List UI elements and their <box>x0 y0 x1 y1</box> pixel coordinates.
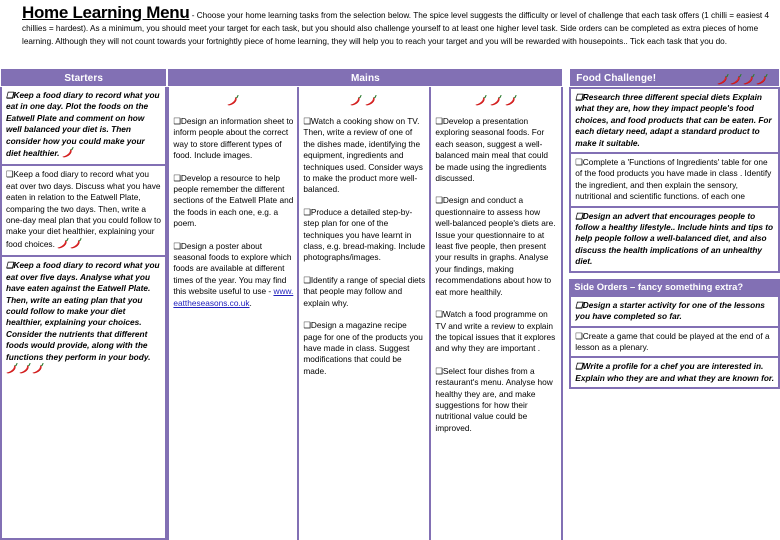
header-starters: Starters <box>0 68 167 87</box>
task-text: Design an information sheet to inform people about the correct way to store different types of food. Include images. <box>173 116 294 161</box>
checkbox-icon[interactable]: ❑ <box>303 206 311 217</box>
chilli-icon <box>350 95 363 106</box>
task-text: Write a profile for a chef you are interested in. Explain who they are and what they are known for. <box>575 361 775 383</box>
chilli-rating-mains-2 <box>299 87 429 113</box>
task-mains-1-3[interactable] <box>169 233 297 312</box>
intro-block <box>0 0 780 51</box>
checkbox-icon[interactable]: ❑ <box>303 274 311 285</box>
checkbox-icon[interactable]: ❑ <box>435 365 443 376</box>
task-text: Watch a cooking show on TV. Then, write a review of one of the dishes made, identifying the equipment, ingredients and techniques used. Consider ways to make the product more well-balanced. <box>303 116 423 195</box>
chilli-rating-2 <box>57 238 83 252</box>
chilli-rating-mains-1 <box>169 87 297 113</box>
checkbox-icon[interactable]: ❑ <box>173 172 181 183</box>
task-mains-2-4[interactable] <box>299 312 429 380</box>
menu-grid <box>0 68 780 540</box>
task-text-after: . <box>249 297 252 308</box>
mains-subcolumn-3 <box>431 87 563 540</box>
column-mains <box>167 68 563 540</box>
task-text: Design a magazine recipe page for one of the products you have made in class. Suggest modifications that could be made. <box>303 320 423 376</box>
checkbox-icon[interactable]: ❑ <box>575 210 583 221</box>
checkbox-icon[interactable]: ❑ <box>575 330 583 341</box>
chilli-icon <box>743 74 756 85</box>
chilli-icon <box>6 363 19 374</box>
header-food-challenge-label: Food Challenge! <box>576 73 657 84</box>
chilli-icon <box>19 363 32 374</box>
task-challenge-3[interactable] <box>571 206 778 271</box>
task-mains-3-4[interactable] <box>431 358 561 437</box>
chilli-rating-1 <box>62 147 75 161</box>
task-text: Design a starter activity for one of the lessons you have completed so far. <box>575 299 765 322</box>
mains-subcolumn-1 <box>167 87 299 540</box>
task-starter-3[interactable] <box>2 255 165 380</box>
column-starters <box>0 68 167 540</box>
chilli-icon <box>505 95 518 106</box>
food-challenge-cell <box>569 87 780 273</box>
checkbox-icon[interactable]: ❑ <box>575 92 583 102</box>
task-text: Design a poster about seasonal foods to explore which foods are available at different times of the year. You may find this website useful to use - <box>173 240 292 297</box>
task-mains-2-1[interactable] <box>299 113 429 199</box>
checkbox-icon[interactable]: ❑ <box>575 157 583 168</box>
task-text: Keep a food diary to record what you eat over two days. Discuss what you have eaten in relation to the Eatwell Plate, comparing the two days. Then, write a one-day meal plan that you could follow to make your diet healthier, explaining your food choices. <box>6 169 161 249</box>
task-text: Select four dishes from a restaurant's menu. Analyse how healthy they are, and make suggestions for how their nutritional value could be improved. <box>435 365 553 433</box>
checkbox-icon[interactable]: ❑ <box>303 116 311 126</box>
side-orders-cell <box>569 295 780 389</box>
starters-cell <box>0 87 167 540</box>
task-starter-1[interactable] <box>2 87 165 164</box>
task-text: Develop a presentation exploring seasonal foods. For each season, suggest a well-balanced main meal that could be made using the ingredients discussed. <box>435 116 548 184</box>
chilli-rating-mains-3 <box>431 87 561 113</box>
task-challenge-2[interactable] <box>571 152 778 206</box>
header-mains: Mains <box>167 68 563 87</box>
chilli-icon <box>365 95 378 106</box>
task-mains-3-1[interactable] <box>431 113 561 187</box>
task-side-2[interactable] <box>571 326 778 357</box>
page-title: Home Learning Menu <box>22 3 190 22</box>
checkbox-icon[interactable]: ❑ <box>575 299 583 310</box>
task-text: Identify a range of special diets that people may follow and explain why. <box>303 274 426 308</box>
task-text: Keep a food diary to record what you eat over five days. Analyse what you have eaten against the Eatwell Plate. Then, write an eating plan that you could follow to make your diet healthier, explaining your choices. Consider the nutrients that different foods would provide, along with the functions they perform in your body. <box>6 260 160 362</box>
task-mains-2-3[interactable] <box>299 267 429 312</box>
header-food-challenge <box>569 68 780 87</box>
checkbox-icon[interactable]: ❑ <box>6 169 14 180</box>
chilli-icon <box>717 74 730 85</box>
task-text: Produce a detailed step-by-step plan for one of the techniques you have learnt in class, e.g. bread-making. Include photographs/images. <box>303 206 426 263</box>
checkbox-icon[interactable]: ❑ <box>435 116 443 126</box>
checkbox-icon[interactable]: ❑ <box>575 361 583 372</box>
task-mains-3-3[interactable] <box>431 301 561 358</box>
task-text: Watch a food programme on TV and write a review to explain the topical issues that it explores and why they are important . <box>435 309 556 354</box>
chilli-icon <box>57 238 70 249</box>
column-food-challenge <box>569 68 780 540</box>
task-text: Complete a 'Functions of Ingredients' table for one of the food products you have made in class . Identify the ingredient, and then explain the sensory, nutritional and scientific functions. of each one <box>575 157 772 202</box>
chilli-icon <box>32 363 45 374</box>
task-starter-2[interactable] <box>2 164 165 255</box>
eattheseasons-link[interactable]: www.eattheseasons.co.uk <box>173 286 294 308</box>
task-text: Develop a resource to help people remember the different sections of the Eatwell Plate and the foods in each one, e.g. a poem. <box>173 172 294 229</box>
checkbox-icon[interactable]: ❑ <box>6 90 14 100</box>
chilli-rating-3 <box>6 363 45 377</box>
chilli-icon <box>730 74 743 85</box>
task-mains-1-1[interactable] <box>169 113 297 165</box>
header-side-orders: Side Orders – fancy something extra? <box>569 279 780 295</box>
checkbox-icon[interactable]: ❑ <box>173 240 181 251</box>
task-mains-2-2[interactable] <box>299 199 429 267</box>
checkbox-icon[interactable]: ❑ <box>6 260 14 271</box>
checkbox-icon[interactable]: ❑ <box>435 195 443 206</box>
chilli-icon <box>70 238 83 249</box>
task-side-3[interactable] <box>571 356 778 387</box>
chilli-icon <box>475 95 488 106</box>
chilli-icon <box>62 147 75 158</box>
task-text: Research three different special diets Explain what they are, how they impact people's food choices, and food products that can be eaten. For each dietary need, adapt a standard product to make it suitable. <box>575 92 772 148</box>
task-text: Create a game that could be played at the end of a lesson as a plenary. <box>575 330 770 352</box>
task-mains-1-2[interactable] <box>169 165 297 233</box>
task-text: Keep a food diary to record what you eat in one day. Plot the foods on the Eatwell Plate and comment on how well balanced your diet is. Then consider how you could make your diet healthier. <box>6 90 160 159</box>
chilli-icon <box>227 95 240 106</box>
task-text: Design an advert that encourages people to follow a healthy lifestyle.. Include hints and tips to help people follow a well-balanced diet, and also discuss the health implications of an unhealthy diet. <box>575 210 774 267</box>
task-text: Design and conduct a questionnaire to assess how well-balanced people's diets are. Issue your questionnaire to at least five people, then present your results in graphs. Analyse your findings, making recommendations about how to eat more healthily. <box>435 195 556 297</box>
task-challenge-1[interactable] <box>571 89 778 152</box>
intro-text: - Choose your home learning tasks from the selection below. The spice level suggests the difficulty or level of challenge that each task offers (1 chilli = easiest 4 chillies = hardest). As a minimum, you should meet your target for each task, but you should also challenge yourself to at least one higher level task. Side orders can be completed as extra pieces of home learning. Although they will not count towards your fortnightly piece of home learning, they will help you to reach your target and you will be rewarded with housepoints.. Tick each task that you do. <box>22 11 770 47</box>
chilli-icon <box>490 95 503 106</box>
checkbox-icon[interactable]: ❑ <box>173 116 181 126</box>
task-side-1[interactable] <box>571 297 778 326</box>
checkbox-icon[interactable]: ❑ <box>303 320 311 331</box>
chilli-icon <box>756 74 769 85</box>
mains-subcolumn-2 <box>299 87 431 540</box>
task-mains-3-2[interactable] <box>431 187 561 301</box>
checkbox-icon[interactable]: ❑ <box>435 309 443 320</box>
